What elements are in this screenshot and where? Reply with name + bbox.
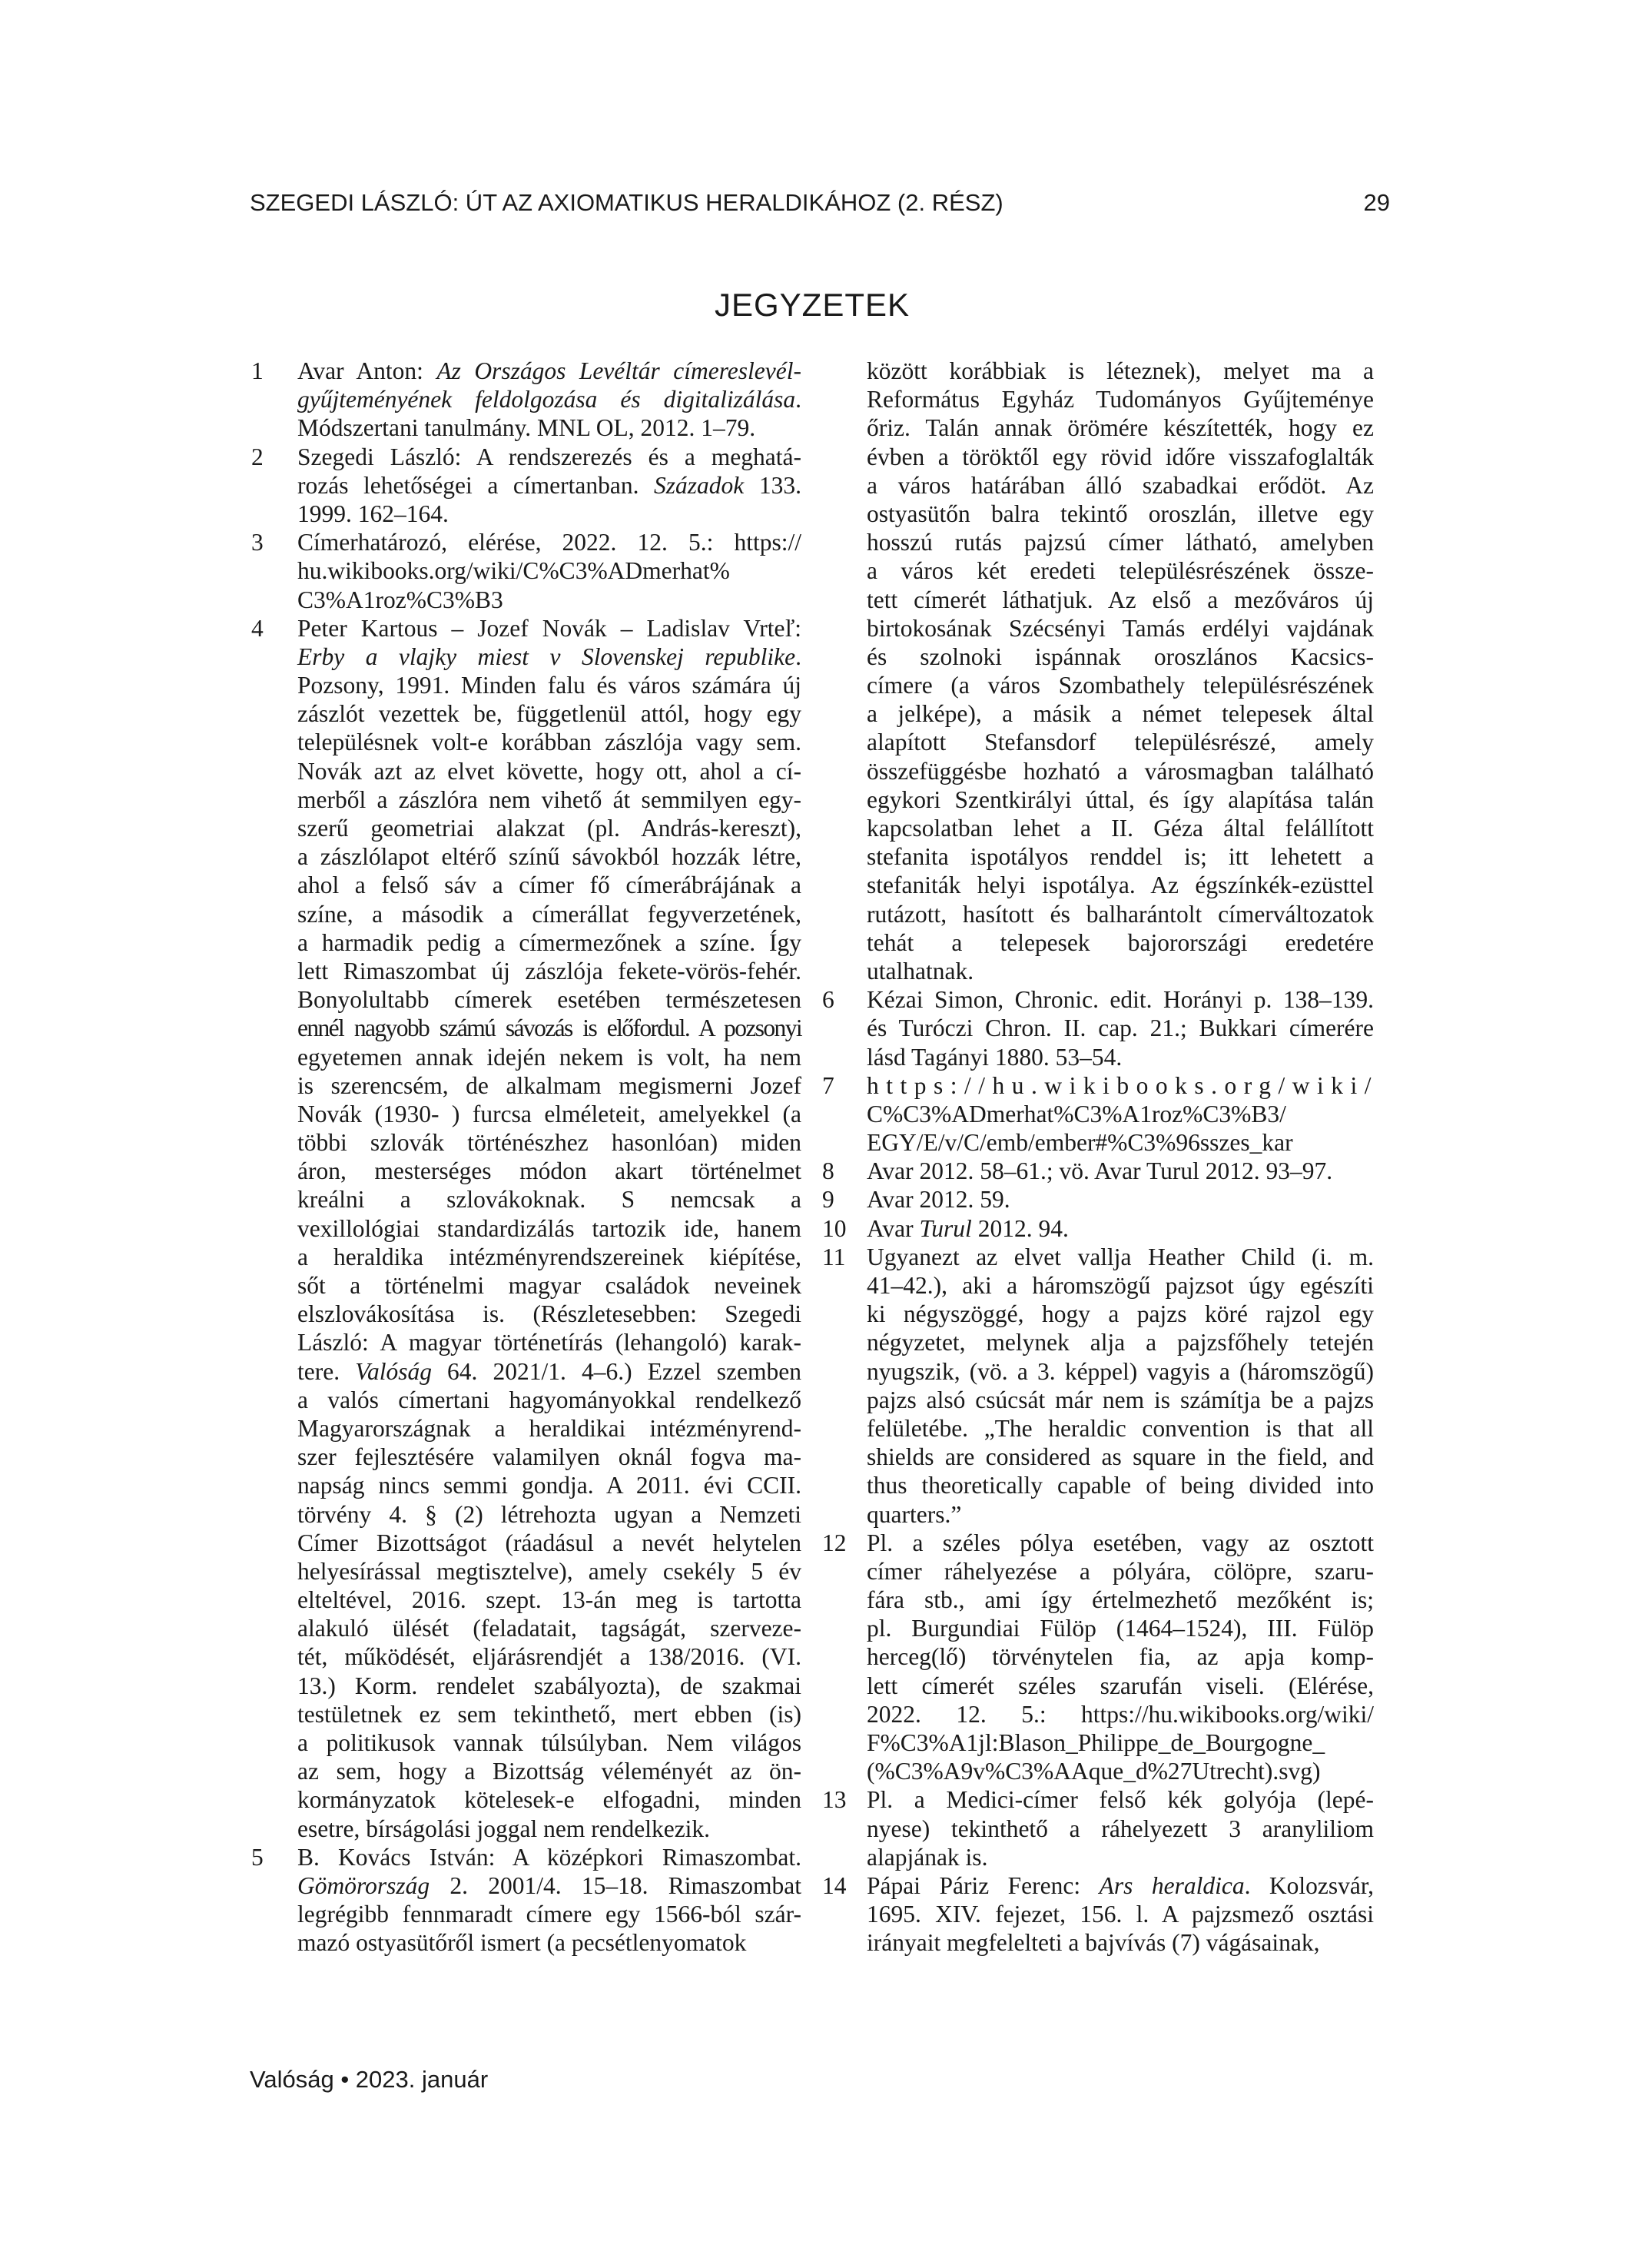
footnote-text [867, 1871, 1374, 1958]
text-line: birtokosának Szécsényi Tamás erdélyi vajdának [867, 614, 1374, 642]
footnote-2 [251, 443, 801, 529]
text-line: Avar 2012. 59. [867, 1186, 1010, 1214]
text-line: Novák azt az elvet követte, hogy ott, ahol a cí- [297, 757, 801, 785]
text-line: rozás lehetőségei a címertanban. Századok 133. [297, 471, 801, 499]
text-line: lett Rimaszombat új zászlója fekete-vörös-fehér. [297, 957, 801, 985]
footnote-text [867, 1529, 1374, 1786]
footnote-number: 10 [822, 1214, 847, 1242]
footnote-number: 1 [251, 357, 264, 384]
text-line: irányait megfelelteti a bajvívás (7) vágásainak, [867, 1929, 1320, 1957]
text-line: és Turóczi Chron. II. cap. 21.; Bukkari címerére [867, 1014, 1374, 1042]
text-line: színe, a második a címerállat fegyverzetének, [297, 900, 801, 928]
text-line: 41–42.), aki a háromszögű pajzsot úgy egészíti [867, 1272, 1374, 1299]
text-line: az sem, hogy a Bizottság véleményét az ön- [297, 1758, 801, 1785]
text-line: Ugyanezt az elvet vallja Heather Child (i. m. [867, 1243, 1374, 1270]
text-line: Avar Turul 2012. 94. [867, 1214, 1069, 1242]
page-footer: Valóság • 2023. január [250, 2066, 489, 2093]
footnote-text [297, 528, 801, 614]
text-line: 13.) Korm. rendelet szabályozta), de szakmai [297, 1672, 801, 1699]
text-line: lásd Tagányi 1880. 53–54. [867, 1043, 1123, 1071]
text-line: ki négyszöggé, hogy a pajzs köré rajzol egy [867, 1300, 1374, 1328]
text-line: stefaniták helyi ispotálya. Az égszínkék-ezüsttel [867, 872, 1374, 899]
footnote-number: 2 [251, 443, 264, 470]
text-line: évben a töröktől egy rövid időre visszafoglalták [867, 443, 1374, 470]
text-line: Avar 2012. 58–61.; vö. Avar Turul 2012. 93–97. [867, 1157, 1333, 1185]
footnote-10 [822, 1214, 1374, 1243]
text-line: B. Kovács István: A középkori Rimaszombat. [297, 1843, 801, 1871]
text-line: EGY/E/v/C/emb/ember#%C3%96sszes_kar [867, 1129, 1293, 1157]
text-line: (%C3%A9v%C3%AAque_d%27Utrecht).svg) [867, 1758, 1321, 1785]
text-line: egyetemen annak idején nekem is volt, ha nem [297, 1043, 801, 1071]
text-line: rutázott, hasított és balharántolt címerváltozatok [867, 900, 1374, 928]
footnote-text [867, 1785, 1374, 1871]
text-line: Címerhatározó, elérése, 2022. 12. 5.: https:// [297, 529, 801, 556]
page-number: 29 [1363, 189, 1390, 216]
text-line: elteltével, 2016. szept. 13-án meg is tartotta [297, 1586, 801, 1614]
text-line: elszlovákosítása is. (Részletesebben: Szegedi [297, 1300, 801, 1328]
text-line: kapcsolatban lehet a II. Géza által felállított [867, 815, 1374, 842]
text-line: címere (a város Szombathely településrészének [867, 672, 1374, 699]
notes-column-left [251, 357, 801, 1958]
text-line: utalhatnak. [867, 957, 974, 985]
footnote-number: 3 [251, 529, 264, 556]
text-line: Novák (1930- ) furcsa elméleteit, amelyekkel (a [297, 1100, 801, 1127]
text-line: Kézai Simon, Chronic. edit. Horányi p. 138–139. [867, 986, 1374, 1014]
footnote-number: 12 [822, 1529, 847, 1556]
text-line: tét, működését, eljárásrendjét a 138/2016. (VI. [297, 1643, 801, 1671]
text-line: törvény 4. § (2) létrehozta ugyan a Nemzeti [297, 1500, 801, 1528]
text-line: pajzs alsó csúcsát már nem is számítja be a pajzs [867, 1386, 1374, 1413]
text-line: quarters.” [867, 1500, 962, 1528]
text-line: ennél nagyobb számú sávozás is előfordul. A pozsonyi [297, 1014, 801, 1042]
text-line: Gömörország 2. 2001/4. 15–18. Rimaszombat [297, 1871, 801, 1899]
text-line: tere. Valóság 64. 2021/1. 4–6.) Ezzel szemben [297, 1357, 801, 1385]
footnote-number: 7 [822, 1071, 834, 1099]
text-line: áron, mesterséges módon akart történelmet [297, 1157, 801, 1185]
footnote-number: 13 [822, 1786, 847, 1814]
text-line: László: A magyar történetírás (lehangoló) karak- [297, 1329, 801, 1356]
footnote-11 [822, 1243, 1374, 1529]
text-line: szer fejlesztésére valamilyen oknál fogva ma- [297, 1443, 801, 1471]
footnote-number: 4 [251, 614, 264, 642]
footnote-number: 5 [251, 1843, 264, 1871]
text-line: tehát a telepesek bajorországi eredetére [867, 928, 1374, 956]
text-line: Címer Bizottságot (ráadásul a nevét helytelen [297, 1529, 801, 1556]
footnote-4 [251, 614, 801, 1843]
footnote-text [867, 1214, 1374, 1243]
footnote-number: 11 [822, 1243, 846, 1270]
text-line: 1695. XIV. fejezet, 156. l. A pajzsmező osztási [867, 1901, 1374, 1928]
text-line: hosszú rutás pajzsú címer látható, amelyben [867, 529, 1374, 556]
text-line: vexillológiai standardizálás tartozik ide, hanem [297, 1214, 801, 1242]
text-line: lett címerét széles szarufán viseli. (Elérése, [867, 1672, 1374, 1699]
text-line: thus theoretically capable of being divided into [867, 1472, 1374, 1499]
text-line: Bonyolultabb címerek esetében természetesen [297, 986, 801, 1014]
text-line: a jelképe), a másik a német telepesek által [867, 700, 1374, 728]
footnote-text [867, 1243, 1374, 1529]
footnote-7 [822, 1071, 1378, 1157]
text-line: tett címerét láthatjuk. Az első a mezőváros új [867, 586, 1374, 613]
footnote-6 [822, 985, 1374, 1071]
text-line: hu.wikibooks.org/wiki/C%C3%ADmerhat% [297, 557, 730, 585]
text-line: Pl. a széles pólya esetében, vagy az osztott [867, 1529, 1374, 1556]
text-line: egykori Szentkirályi úttal, és így alapítása talán [867, 785, 1374, 813]
text-line: ahol a felső sáv a címer fő címerábrájának a [297, 872, 801, 899]
text-line: sőt a történelmi magyar családok neveinek [297, 1272, 801, 1299]
text-line: gyűjteményének feldolgozása és digitalizálása. [297, 386, 801, 413]
text-line: pl. Burgundiai Fülöp (1464–1524), III. Fülöp [867, 1615, 1374, 1642]
text-line: felületébe. „The heraldic convention is that all [867, 1414, 1374, 1442]
text-line: zászlót vezettek be, függetlenül attól, hogy egy [297, 700, 801, 728]
text-line: Pozsony, 1991. Minden falu és város számára új [297, 672, 801, 699]
running-head-title: SZEGEDI LÁSZLÓ: ÚT AZ AXIOMATIKUS HERALDIKÁHOZ (2. RÉSZ) [250, 189, 1003, 216]
text-line: Pl. a Medici-címer felső kék golyója (lepé- [867, 1786, 1374, 1814]
text-line: C%C3%ADmerhat%C3%A1roz%C3%B3/ [867, 1100, 1286, 1127]
text-line: herceg(lő) törvénytelen fia, az apja komp- [867, 1643, 1374, 1671]
text-line: napság nincs semmi gondja. A 2011. évi CCII. [297, 1472, 801, 1499]
text-line: fára stb., ami így értelmezhető mezőként is; [867, 1586, 1374, 1614]
text-line: őriz. Talán annak örömére készítették, hogy ez [867, 414, 1374, 442]
text-line: a harmadik pedig a címermezőnek a színe. Így [297, 928, 801, 956]
text-line: shields are considered as square in the field, and [867, 1443, 1374, 1471]
text-line: nyese) tekinthető a ráhelyezett 3 aranyliliom [867, 1815, 1374, 1842]
footnote-text [297, 1843, 801, 1958]
footnote-text [867, 1185, 1374, 1214]
text-line: a heraldika intézményrendszereinek kiépítése, [297, 1243, 801, 1270]
text-line: F%C3%A1jl:Blason_Philippe_de_Bourgogne_ [867, 1729, 1325, 1756]
text-line: 1999. 162–164. [297, 500, 449, 527]
notes-column-right [822, 357, 1378, 1958]
footnote-text [867, 985, 1374, 1071]
footnote-14 [822, 1871, 1374, 1958]
text-line: alapjának is. [867, 1843, 988, 1871]
footnote-text [867, 357, 1374, 985]
text-line: nyugszik, (vö. a 3. képpel) vagyis a (háromszögű) [867, 1357, 1374, 1385]
text-line: és szolnoki ispánnak oroszlános Kacsics- [867, 643, 1374, 670]
text-line: a város két eredeti településrészének össze- [867, 557, 1374, 585]
footnote-9 [822, 1185, 1374, 1214]
text-line: kormányzatok kötelesek-e elfogadni, minden [297, 1786, 801, 1814]
text-line: településnek volt-e korábban zászlója vagy sem. [297, 729, 801, 756]
footnote-3 [251, 528, 801, 614]
text-line: alakuló ülését (feladatait, tagságát, szerveze- [297, 1615, 801, 1642]
footnote-1 [251, 357, 801, 443]
text-line: stefanita ispotályos renddel is; itt lehetett a [867, 843, 1374, 871]
running-head [250, 189, 1395, 220]
text-line: https://hu.wikibooks.org/wiki/ [867, 1071, 1378, 1099]
text-line: Peter Kartous – Jozef Novák – Ladislav Vrteľ: [297, 614, 801, 642]
footnote-number: 14 [822, 1871, 847, 1899]
text-line: a politikusok vannak túlsúlyban. Nem világos [297, 1729, 801, 1756]
text-line: C3%A1roz%C3%B3 [297, 586, 503, 613]
text-line: Magyarországnak a heraldikai intézményrend- [297, 1414, 801, 1442]
footnote-number: 6 [822, 986, 834, 1014]
text-line: között korábbiak is léteznek), melyet ma a [867, 357, 1374, 384]
text-line: szerű geometriai alakzat (pl. András-kereszt), [297, 815, 801, 842]
text-line: esetre, bírságolási joggal nem rendelkezik. [297, 1815, 711, 1842]
footnote-text [297, 357, 801, 443]
text-line: Módszertani tanulmány. MNL OL, 2012. 1–79. [297, 414, 756, 442]
text-line: ostyasütőn balra tekintő oroszlán, illetve egy [867, 500, 1374, 527]
footnote-number: 9 [822, 1186, 834, 1214]
footnote-continuation [822, 357, 1374, 985]
text-line: összefüggésbe hozható a városmagban található [867, 757, 1374, 785]
text-line: a valós címertani hagyományokkal rendelkező [297, 1386, 801, 1413]
text-line: Református Egyház Tudományos Gyűjteménye [867, 386, 1374, 413]
text-line: legrégibb fennmaradt címere egy 1566-ból szár- [297, 1901, 801, 1928]
text-line: a város határában álló szabadkai erődöt. Az [867, 471, 1374, 499]
text-line: Pápai Páriz Ferenc: Ars heraldica. Kolozsvár, [867, 1871, 1375, 1899]
footnote-8 [822, 1157, 1374, 1185]
footnote-text [867, 1157, 1374, 1185]
text-line: testületnek ez sem tekinthető, mert ebben (is) [297, 1700, 801, 1728]
footnote-5 [251, 1843, 801, 1958]
text-line: helyesírással megtisztelve), amely csekély 5 év [297, 1557, 801, 1585]
footnote-12 [822, 1529, 1374, 1786]
text-line: Szegedi László: A rendszerezés és a meghatá- [297, 443, 801, 470]
footnote-text [867, 1071, 1378, 1157]
text-line: kreálni a szlovákoknak. S nemcsak a [297, 1186, 801, 1214]
section-title: JEGYZETEK [714, 287, 911, 323]
text-line: is szerencsém, de alkalmam megismerni Jozef [297, 1071, 801, 1099]
footnote-13 [822, 1785, 1374, 1871]
text-line: Erby a vlajky miest v Slovenskej republike. [297, 643, 801, 670]
text-line: mazó ostyasütőről ismert (a pecsétlenyomatok [297, 1929, 747, 1957]
footnote-number: 8 [822, 1157, 834, 1185]
text-line: alapított Stefansdorf településrészé, amely [867, 729, 1374, 756]
text-line: Avar Anton: Az Országos Levéltár címereslevél- [297, 357, 801, 384]
text-line: többi szlovák történészhez hasonlóan) miden [297, 1129, 801, 1157]
text-line: a zászlólapot eltérő színű sávokból hozzák létre, [297, 843, 801, 871]
text-line: négyzetet, melynek alja a pajzsfőhely tetején [867, 1329, 1374, 1356]
text-line: 2022. 12. 5.: https://hu.wikibooks.org/wiki/ [867, 1700, 1374, 1728]
text-line: címer ráhelyezése a pólyára, cölöpre, szaru- [867, 1557, 1374, 1585]
footnote-text [297, 614, 801, 1843]
footnote-text [297, 443, 801, 529]
text-line: merből a zászlóra nem vihető át semmilyen egy- [297, 785, 801, 813]
